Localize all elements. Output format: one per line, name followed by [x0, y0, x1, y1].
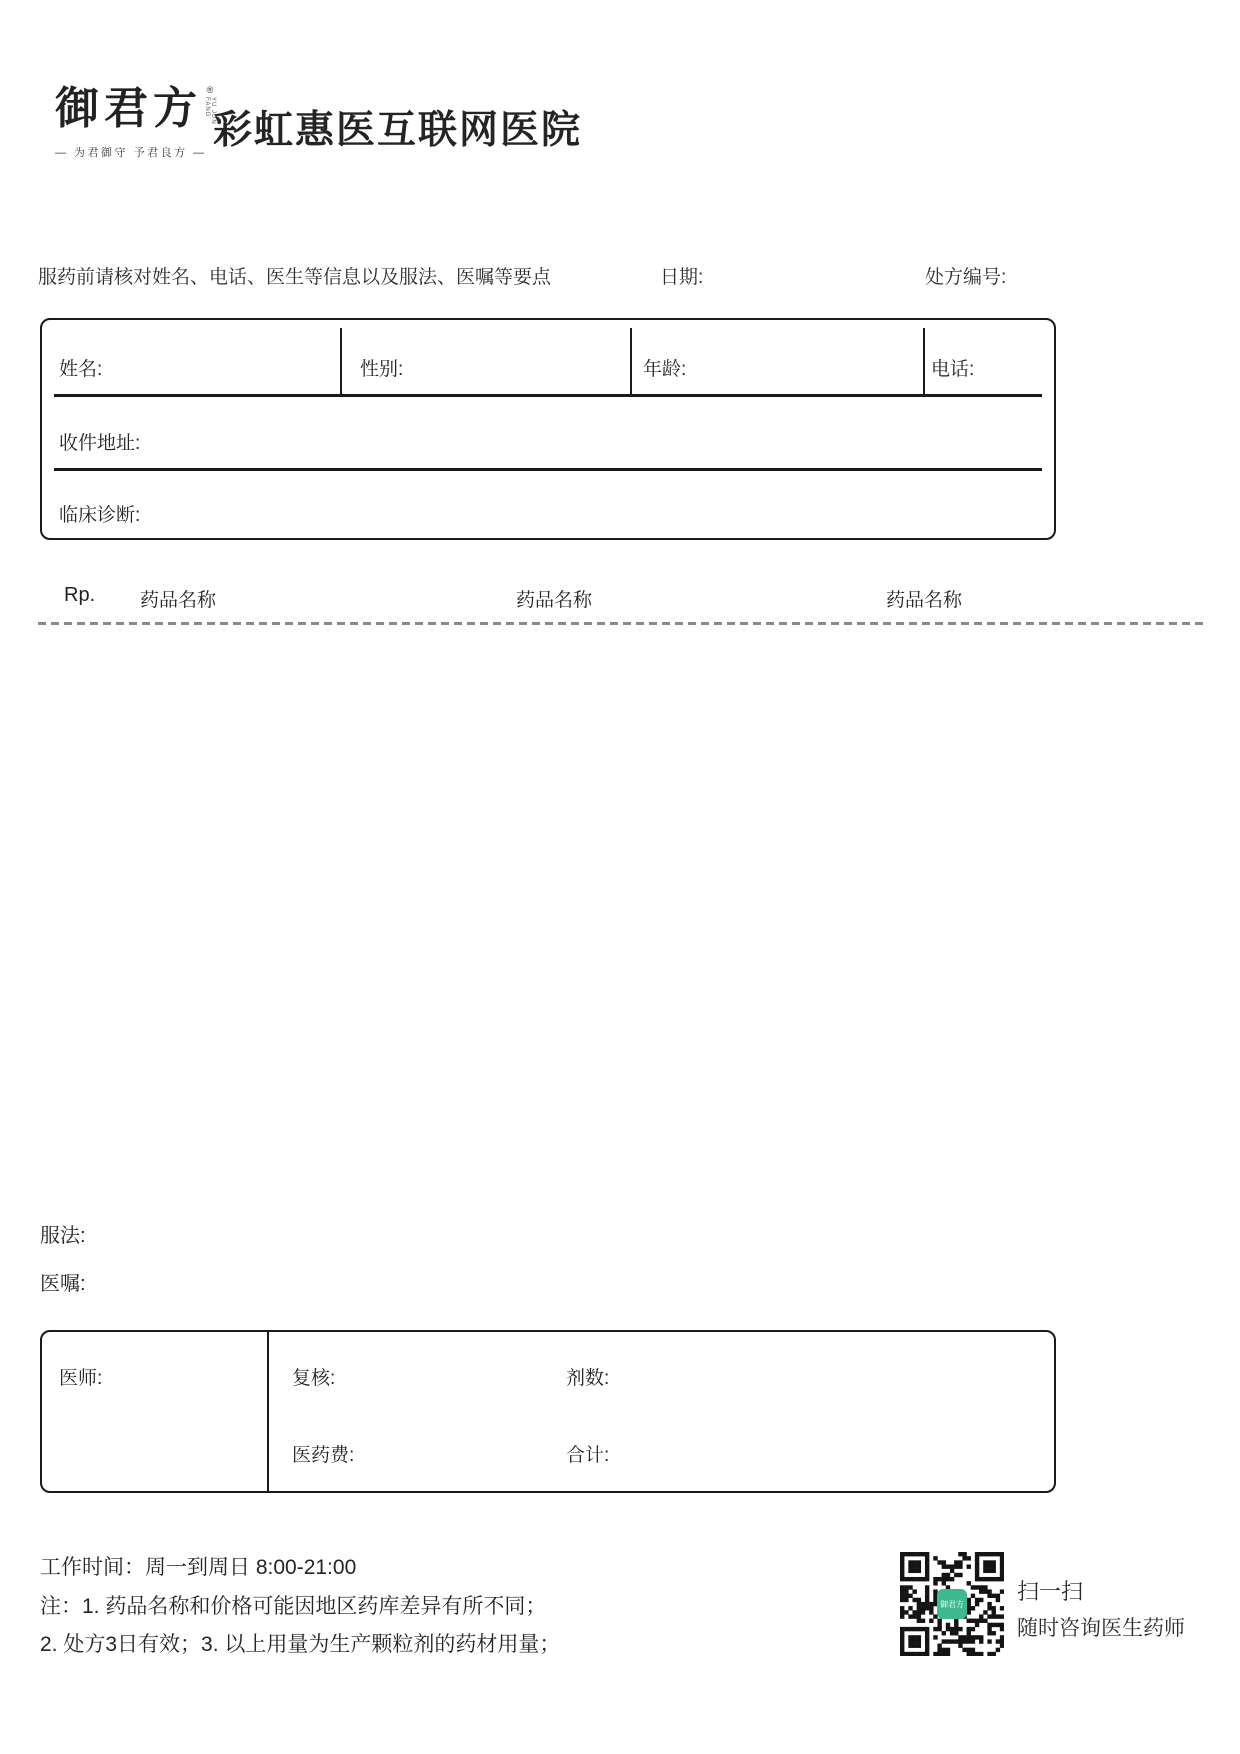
qr-caption-scan: 扫一扫: [1017, 1579, 1084, 1604]
patient-phone-label: 电话:: [931, 359, 975, 380]
qr-caption-consult: 随时咨询医生药师: [1017, 1617, 1185, 1640]
patient-gender-label: 性别:: [360, 359, 404, 380]
brand-logo: [55, 83, 216, 160]
column-divider: [630, 328, 632, 394]
medicine-name-header: 药品名称: [886, 590, 963, 611]
qr-center-logo: 御君方: [937, 1589, 967, 1619]
qr-code: [900, 1552, 1004, 1656]
check-reminder-text: 服药前请核对姓名、电话、医生等信息以及服法、医嘱等要点: [38, 267, 552, 288]
medicine-name-header: 药品名称: [140, 590, 217, 611]
dashed-separator: [38, 622, 1205, 625]
registered-trademark-icon: ®: [206, 85, 214, 95]
doctor-advice-label: 医嘱:: [40, 1273, 86, 1295]
clinical-diagnosis-label: 临床诊断:: [59, 505, 141, 526]
review-label: 复核:: [292, 1368, 336, 1389]
medical-fee-label: 医药费:: [292, 1445, 355, 1466]
note-line-2: 2. 处方3日有效；3. 以上用量为生产颗粒剂的药材用量；: [40, 1633, 561, 1656]
patient-address-label: 收件地址:: [59, 433, 141, 454]
doses-count-label: 剂数:: [566, 1368, 610, 1389]
hospital-name: 彩虹惠医互联网医院: [213, 109, 583, 152]
note-line-1: 注：1. 药品名称和价格可能因地区药库差异有所不同；: [40, 1595, 547, 1618]
brand-tagline: — 为君御守 予君良方 —: [55, 147, 207, 159]
patient-age-label: 年龄:: [643, 359, 687, 380]
brand-logo-pinyin: YU JUN FANG: [204, 97, 216, 125]
rx-number-label: 处方编号:: [925, 267, 1007, 288]
rp-label: Rp.: [64, 584, 96, 606]
date-label: 日期:: [660, 267, 704, 288]
column-divider: [267, 1332, 269, 1491]
row-divider: [54, 468, 1042, 471]
medicine-name-header: 药品名称: [516, 590, 593, 611]
column-divider: [340, 328, 342, 394]
patient-name-label: 姓名:: [59, 359, 103, 380]
brand-logo-text: 御君方: [55, 83, 202, 134]
usage-label: 服法:: [40, 1225, 86, 1247]
work-time-text: 工作时间：周一到周日 8:00-21:00: [40, 1556, 357, 1579]
doctor-label: 医师:: [59, 1368, 103, 1389]
signature-box: [40, 1330, 1056, 1493]
brand-logo-main: [55, 83, 216, 138]
patient-info-box: [40, 318, 1056, 540]
total-label: 合计:: [566, 1445, 610, 1466]
column-divider: [923, 328, 925, 394]
row-divider: [54, 394, 1042, 397]
